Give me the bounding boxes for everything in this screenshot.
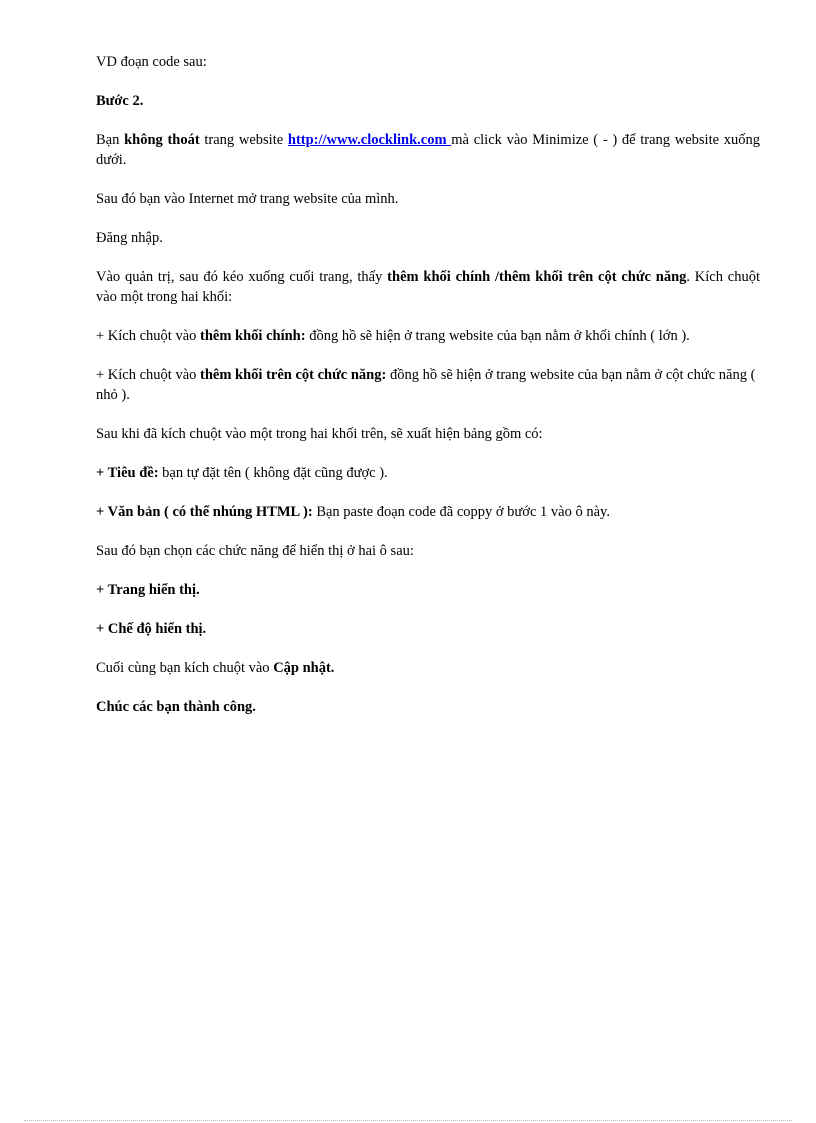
p4-bold: thêm khối chính /thêm khối trên cột chức năng [387, 269, 687, 285]
p5-bold: thêm khối chính: [200, 328, 306, 344]
bullet-display-mode [96, 619, 760, 639]
paragraph-table-appears [96, 424, 760, 444]
paragraph-update [96, 658, 760, 678]
bullet-display-page [96, 580, 760, 600]
p1-text-c: trang website [199, 132, 288, 148]
p4-text-c: . Kích chuột vào một trong hai khối: [96, 269, 761, 305]
p4-text-a: Vào quản trị, sau đó kéo xuống cuối trang, thấy [96, 269, 388, 285]
p1-bold: không thoát [124, 132, 200, 148]
p13-bold: Cập nhật. [273, 660, 335, 676]
p6-text-c: đồng hồ sẽ hiện ở trang website của bạn nằm ở cột chức năng ( nhỏ ). [96, 367, 756, 403]
paragraph-minimize [96, 130, 760, 170]
intro-line [96, 52, 760, 72]
p5-text-a: + Kích chuột vào [96, 328, 201, 344]
bullet-title-field [96, 463, 760, 483]
p10-text: Sau đó bạn chọn các chức năng để hiển thị ở hai ô sau: [96, 543, 414, 559]
p11-bold: + Trang hiển thị. [96, 582, 200, 598]
p7-text: Sau khi đã kích chuột vào một trong hai khối trên, sẽ xuất hiện bảng gồm có: [96, 426, 543, 442]
p6-bold: thêm khối trên cột chức năng: [200, 367, 387, 383]
closing-line [96, 697, 760, 717]
p13-text-a: Cuối cùng bạn kích chuột vào [96, 660, 274, 676]
paragraph-open-website [96, 189, 760, 209]
bullet-main-block [96, 326, 760, 346]
paragraph-login [96, 228, 760, 248]
p8-bold: + Tiêu đề: [96, 465, 159, 481]
bullet-text-field [96, 502, 760, 522]
page-bottom-divider [24, 1120, 792, 1121]
clocklink-link[interactable]: http://www.clocklink.com [287, 132, 452, 148]
p6-text-a: + Kích chuột vào [96, 367, 201, 383]
p3-text: Đăng nhập. [96, 230, 163, 246]
intro-text: VD đoạn code sau: [96, 54, 207, 70]
document-page [96, 52, 760, 736]
p12-bold: + Chế độ hiển thị. [96, 621, 207, 637]
paragraph-admin [96, 267, 760, 307]
p14-bold: Chúc các bạn thành công. [96, 699, 256, 715]
paragraph-choose-options [96, 541, 760, 561]
step2-heading [96, 91, 760, 111]
p1-text-a: Bạn [96, 132, 125, 148]
bullet-column-block [96, 365, 760, 405]
p8-text-c: bạn tự đặt tên ( không đặt cũng được ). [158, 465, 388, 481]
p2-text: Sau đó bạn vào Internet mở trang website của mình. [96, 191, 399, 207]
p9-text-c: Bạn paste đoạn code đã coppy ở bước 1 vào ô này. [312, 504, 610, 520]
step2-heading-text: Bước 2. [96, 93, 144, 109]
p9-bold: + Văn bản ( có thể nhúng HTML ): [96, 504, 313, 520]
p5-text-c: đồng hồ sẽ hiện ở trang website của bạn nằm ở khối chính ( lớn ). [305, 328, 690, 344]
p1-text-d: mà click vào Minimize ( - ) để trang website xuống dưới. [96, 132, 760, 168]
